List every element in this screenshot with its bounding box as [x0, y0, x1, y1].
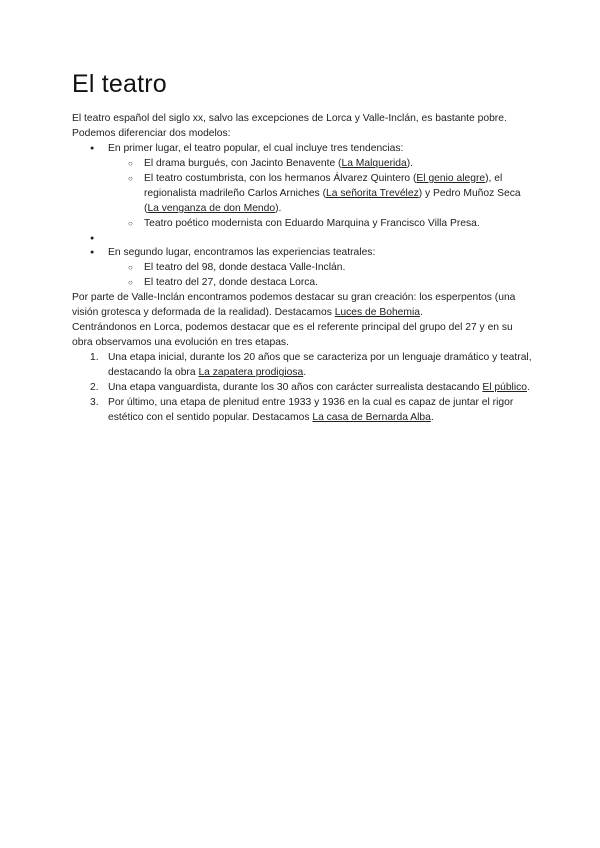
item-text: Teatro poético modernista con Eduardo Marquina y Francisco Villa Presa.	[144, 218, 480, 229]
item-text: .	[303, 367, 307, 378]
popular-tendencies-list	[108, 156, 532, 231]
list-item	[108, 216, 532, 231]
list-item	[108, 171, 532, 216]
item-text: El drama burgués, con Jacinto Benavente (	[144, 158, 342, 169]
list-item	[72, 395, 532, 425]
list-item	[72, 350, 532, 380]
model2-label: En segundo lugar, encontramos las experiencias teatrales:	[108, 247, 376, 258]
valle-paragraph	[72, 290, 532, 320]
item-text: Por último, una etapa de plenitud entre 1933 y 1936 en la cual es capaz de juntar el rigor estético con el sentido popular. Destacamos	[108, 397, 514, 423]
item-text: El teatro costumbrista, con los hermanos Álvarez Quintero (	[144, 173, 417, 184]
work-title-link[interactable]: La venganza de don Mendo	[147, 203, 276, 214]
paragraph-text: Por parte de Valle-Inclán encontramos podemos destacar su gran creación: los esperpentos (una visión grotesca y deformada de la realidad). Destacamos	[72, 292, 516, 318]
experiences-list	[108, 260, 532, 290]
item-text: ).	[406, 158, 414, 169]
spacer	[72, 231, 532, 245]
work-title-link[interactable]: Luces de Bohemia	[334, 307, 420, 318]
item-text: Una etapa vanguardista, durante los 30 años con carácter surrealista destacando	[108, 382, 483, 393]
item-text: Una etapa inicial, durante los 20 años que se caracteriza por un lenguaje dramático y teatral, destacando la obra	[108, 352, 532, 378]
list-item: ○ El teatro del 98, donde destaca Valle-Inclán.	[108, 260, 532, 275]
list-item: ○ El teatro del 27, donde destaca Lorca.	[108, 275, 532, 290]
paragraph-text: .	[420, 307, 423, 318]
lorca-paragraph: Centrándonos en Lorca, podemos destacar que es el referente principal del grupo del 27 y en su obra observamos una evolución en tres etapas.	[72, 322, 513, 348]
page-title: El teatro	[72, 70, 167, 98]
item-text: .	[430, 412, 434, 423]
list-number: 3.	[90, 397, 99, 408]
work-title-link[interactable]: La señorita Trevélez	[326, 188, 419, 199]
work-title-link[interactable]: El público	[482, 382, 528, 393]
intro-paragraph: El teatro español del siglo xx, salvo las excepciones de Lorca y Valle-Inclán, es bastante pobre. Podemos diferenciar dos modelos:	[72, 113, 507, 139]
work-title-link[interactable]: La casa de Bernarda Alba	[312, 412, 431, 423]
item-text: .	[527, 382, 530, 393]
work-title-link[interactable]: La zapatera prodigiosa	[198, 367, 304, 378]
list-item	[72, 245, 532, 290]
item-text: ) y Pedro Muñoz Seca (	[144, 188, 521, 214]
list-number: 2.	[90, 382, 99, 393]
models-list	[72, 141, 532, 290]
model1-label: En primer lugar, el teatro popular, el cual incluye tres tendencias:	[108, 143, 404, 154]
item-text: ), el regionalista madrileño Carlos Arniches (	[144, 173, 503, 199]
list-item	[72, 141, 532, 231]
lorca-stages-list	[72, 350, 532, 425]
list-item	[108, 156, 532, 171]
list-number: 1.	[90, 352, 99, 363]
item-text: ).	[275, 203, 282, 214]
work-title-link[interactable]: La Malquerida	[341, 158, 407, 169]
document-page	[72, 70, 532, 425]
list-item	[72, 380, 532, 395]
work-title-link[interactable]: El genio alegre	[416, 173, 486, 184]
